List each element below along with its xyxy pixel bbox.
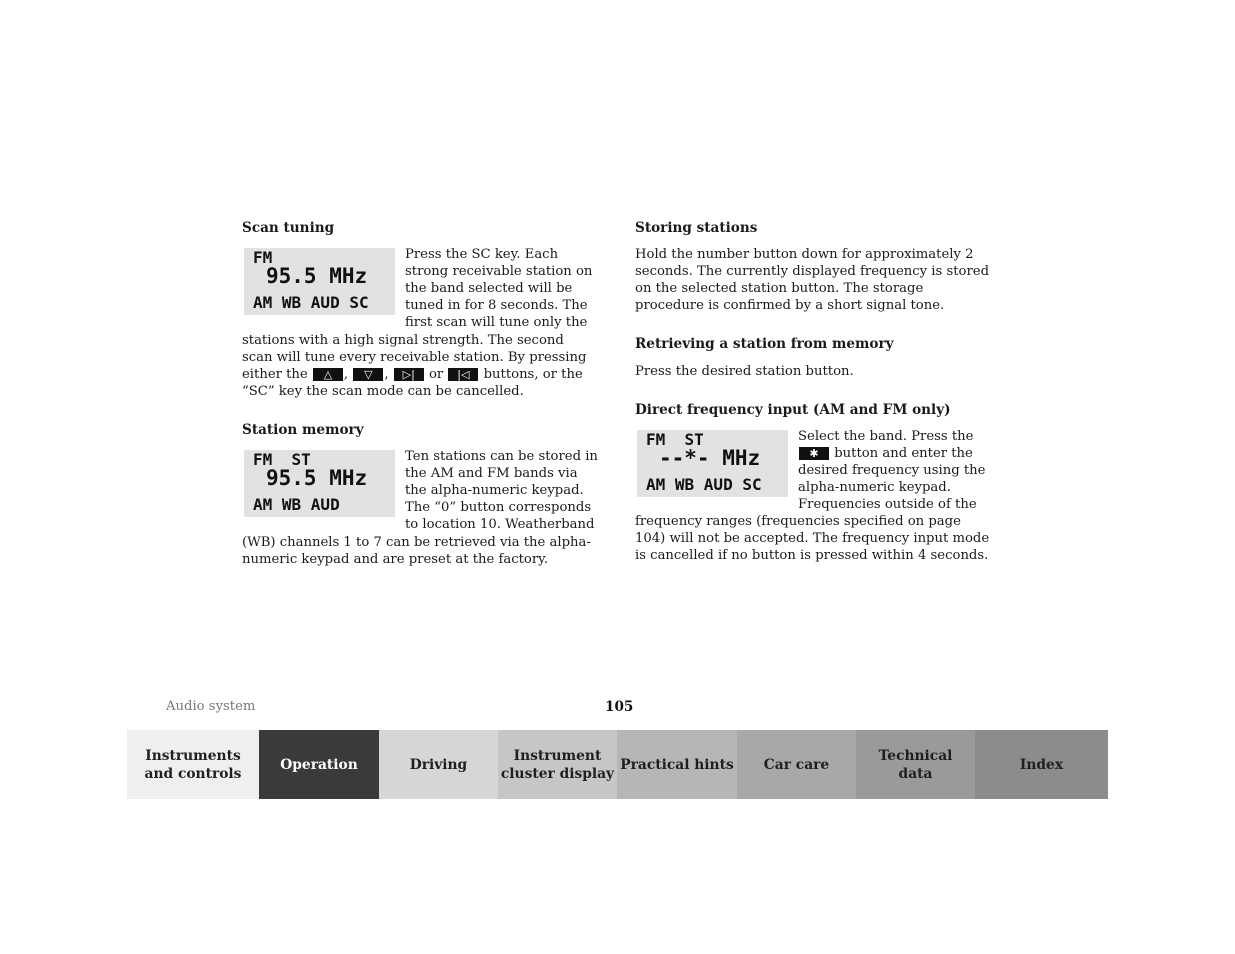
up-arrow-key-icon: △ <box>313 368 343 381</box>
station-memory-heading: Station memory <box>242 421 364 438</box>
display-line-3: AM WB AUD SC <box>646 474 762 494</box>
section-name: Audio system <box>166 699 256 714</box>
page-number: 105 <box>605 699 634 715</box>
chapter-nav <box>127 730 1108 799</box>
next-track-key-icon: ▷| <box>394 368 424 381</box>
previous-track-key-icon: |◁ <box>448 368 478 381</box>
retrieving-section <box>635 336 991 379</box>
direct-input-text: Select the band. Press the ✱ button and enter the desired frequency using the alpha-numeric keypad. Frequencies outside of the frequency ranges (frequencies specified on page 104) will not be accepted. The frequency input mode is cancelled if no button is pressed within 4 seconds. <box>635 428 990 564</box>
down-arrow-key-icon: ▽ <box>353 368 383 381</box>
storing-stations-heading: Storing stations <box>635 220 758 236</box>
display-line-1: FM ST <box>253 450 311 470</box>
tab-driving[interactable]: Driving <box>379 730 498 799</box>
tab-practical-hints[interactable]: Practical hints <box>617 730 737 799</box>
left-column <box>242 220 598 590</box>
right-column <box>635 220 991 587</box>
tab-instruments-and-controls[interactable]: Instruments and controls <box>127 730 259 799</box>
scan-tuning-section <box>242 220 598 400</box>
display-line-1: FM <box>253 248 273 268</box>
tab-operation[interactable]: Operation <box>259 730 379 799</box>
tab-technical-data[interactable]: Technical data <box>856 730 975 799</box>
radio-display <box>244 248 395 315</box>
retrieving-text: Press the desired station button. <box>635 363 854 379</box>
station-memory-section <box>242 422 598 568</box>
display-line-3: AM WB AUD SC <box>253 293 369 313</box>
display-frequency: 95.5 MHz <box>266 466 368 491</box>
direct-input-section <box>635 402 991 565</box>
storing-stations-text: Hold the number button down for approximately 2 seconds. The currently displayed frequency is stored on the selected station button. The storage procedure is confirmed by a short signal tone. <box>635 247 990 314</box>
radio-display <box>637 430 788 497</box>
display-line-3: AM WB AUD <box>253 495 340 515</box>
star-key-icon: ✱ <box>799 447 829 460</box>
display-frequency: 95.5 MHz <box>266 264 368 289</box>
scan-tuning-text: Press the SC key. Each strong receivable station on the band selected will be tuned in for 8 seconds. The first scan will tune only the stations with a high signal strength. The second scan will tune every receivable station. By pressing either the △ , ▽ , ▷| or |◁ buttons, or the “SC” key the scan mode can be cancelled. <box>242 247 593 399</box>
station-memory-text: Ten stations can be stored in the AM and FM bands via the alpha-numeric keypad. The “0” button corresponds to location 10. Weatherband (WB) channels 1 to 7 can be retrieved via the alpha-numeric keypad and are preset at the factory. <box>242 449 598 567</box>
storing-stations-section <box>635 220 991 314</box>
tab-index[interactable]: Index <box>975 730 1108 799</box>
display-frequency: --*- MHz <box>659 445 761 470</box>
display-line-1: FM ST <box>646 429 704 449</box>
scan-tuning-heading: Scan tuning <box>242 220 335 236</box>
tab-instrument-cluster-display[interactable]: Instrument cluster display <box>498 730 617 799</box>
radio-display <box>244 450 395 517</box>
tab-car-care[interactable]: Car care <box>737 730 856 799</box>
retrieving-heading: Retrieving a station from memory <box>635 336 894 353</box>
direct-input-heading: Direct frequency input (AM and FM only) <box>635 401 951 418</box>
